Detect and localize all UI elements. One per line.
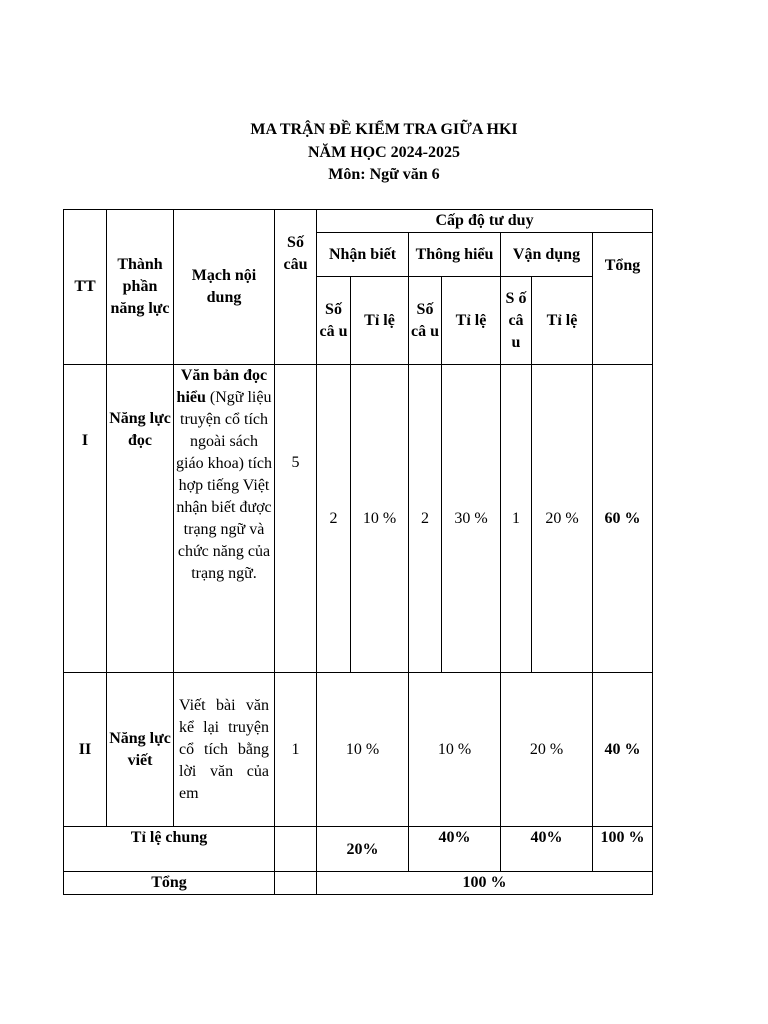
header-tong: Tổng bbox=[593, 233, 653, 365]
ti-le-chung-so-cau bbox=[275, 827, 317, 872]
row2-so-cau: 1 bbox=[275, 673, 317, 827]
row1-so-cau: 5 bbox=[275, 365, 317, 673]
document-title: MA TRẬN ĐỀ KIỂM TRA GIỮA HKI bbox=[250, 121, 518, 138]
ti-le-chung-label: Tỉ lệ chung bbox=[64, 827, 275, 872]
subject-line: Môn: Ngữ văn 6 bbox=[328, 166, 440, 183]
row1-content-description: (Ngữ liệu truyện cổ tích ngoài sách giáo khoa) tích hợp tiếng Việt nhận biết được trạng ngữ và chức năng của trạng ngữ. bbox=[176, 389, 272, 582]
header-nhan-biet: Nhận biết bbox=[317, 233, 409, 277]
tong-label: Tổng bbox=[64, 872, 275, 895]
row1-nb-ti-le: 10 % bbox=[351, 365, 409, 673]
row1-th-so-cau: 2 bbox=[409, 365, 442, 673]
header-thong-hieu: Thông hiểu bbox=[409, 233, 501, 277]
header-cap-do-tu-duy: Cấp độ tư duy bbox=[317, 210, 653, 233]
row2-tong: 40 % bbox=[593, 673, 653, 827]
school-year: NĂM HỌC 2024-2025 bbox=[308, 144, 460, 161]
ti-le-chung-vd: 40% bbox=[501, 827, 593, 872]
row1-tt: I bbox=[64, 365, 107, 673]
ti-le-chung-nb: 20% bbox=[317, 827, 409, 872]
header-row bbox=[64, 210, 653, 233]
row1-vd-so-cau: 1 bbox=[501, 365, 532, 673]
row2-vd: 20 % bbox=[501, 673, 593, 827]
tong-so-cau bbox=[275, 872, 317, 895]
assessment-matrix-table bbox=[63, 209, 653, 895]
row1-thanh-phan: Năng lực đọc bbox=[107, 365, 174, 673]
header-thanh-phan: Thành phần năng lực bbox=[107, 210, 174, 365]
header-vd-ti-le: Tỉ lệ bbox=[532, 277, 593, 365]
row1-content bbox=[174, 365, 275, 673]
header-van-dung: Vận dụng bbox=[501, 233, 593, 277]
header-so-cau: Số câu bbox=[275, 210, 317, 365]
tong-row bbox=[64, 872, 653, 895]
ti-le-chung-row bbox=[64, 827, 653, 872]
ti-le-chung-tong: 100 % bbox=[593, 827, 653, 872]
row1-th-ti-le: 30 % bbox=[442, 365, 501, 673]
header-nb-ti-le: Tỉ lệ bbox=[351, 277, 409, 365]
row1-vd-ti-le: 20 % bbox=[532, 365, 593, 673]
header-vd-so-cau: S ố câ u bbox=[501, 277, 532, 365]
row2-content: Viết bài văn kể lại truyện cổ tích bằng lời văn của em bbox=[174, 673, 275, 827]
row1-content-title: Văn bản đọc hiểu bbox=[176, 367, 268, 406]
row2-th: 10 % bbox=[409, 673, 501, 827]
header-nb-so-cau: Số câ u bbox=[317, 277, 351, 365]
table-row bbox=[64, 365, 653, 673]
header-tt: TT bbox=[64, 210, 107, 365]
table-row bbox=[64, 673, 653, 827]
ti-le-chung-th: 40% bbox=[409, 827, 501, 872]
row2-tt: II bbox=[64, 673, 107, 827]
row2-thanh-phan: Năng lực viết bbox=[107, 673, 174, 827]
row1-nb-so-cau: 2 bbox=[317, 365, 351, 673]
header-th-ti-le: Tỉ lệ bbox=[442, 277, 501, 365]
row1-tong: 60 % bbox=[593, 365, 653, 673]
row2-nb: 10 % bbox=[317, 673, 409, 827]
tong-value: 100 % bbox=[317, 872, 653, 895]
header-th-so-cau: Số câ u bbox=[409, 277, 442, 365]
header-mach-noi-dung: Mạch nội dung bbox=[174, 210, 275, 365]
